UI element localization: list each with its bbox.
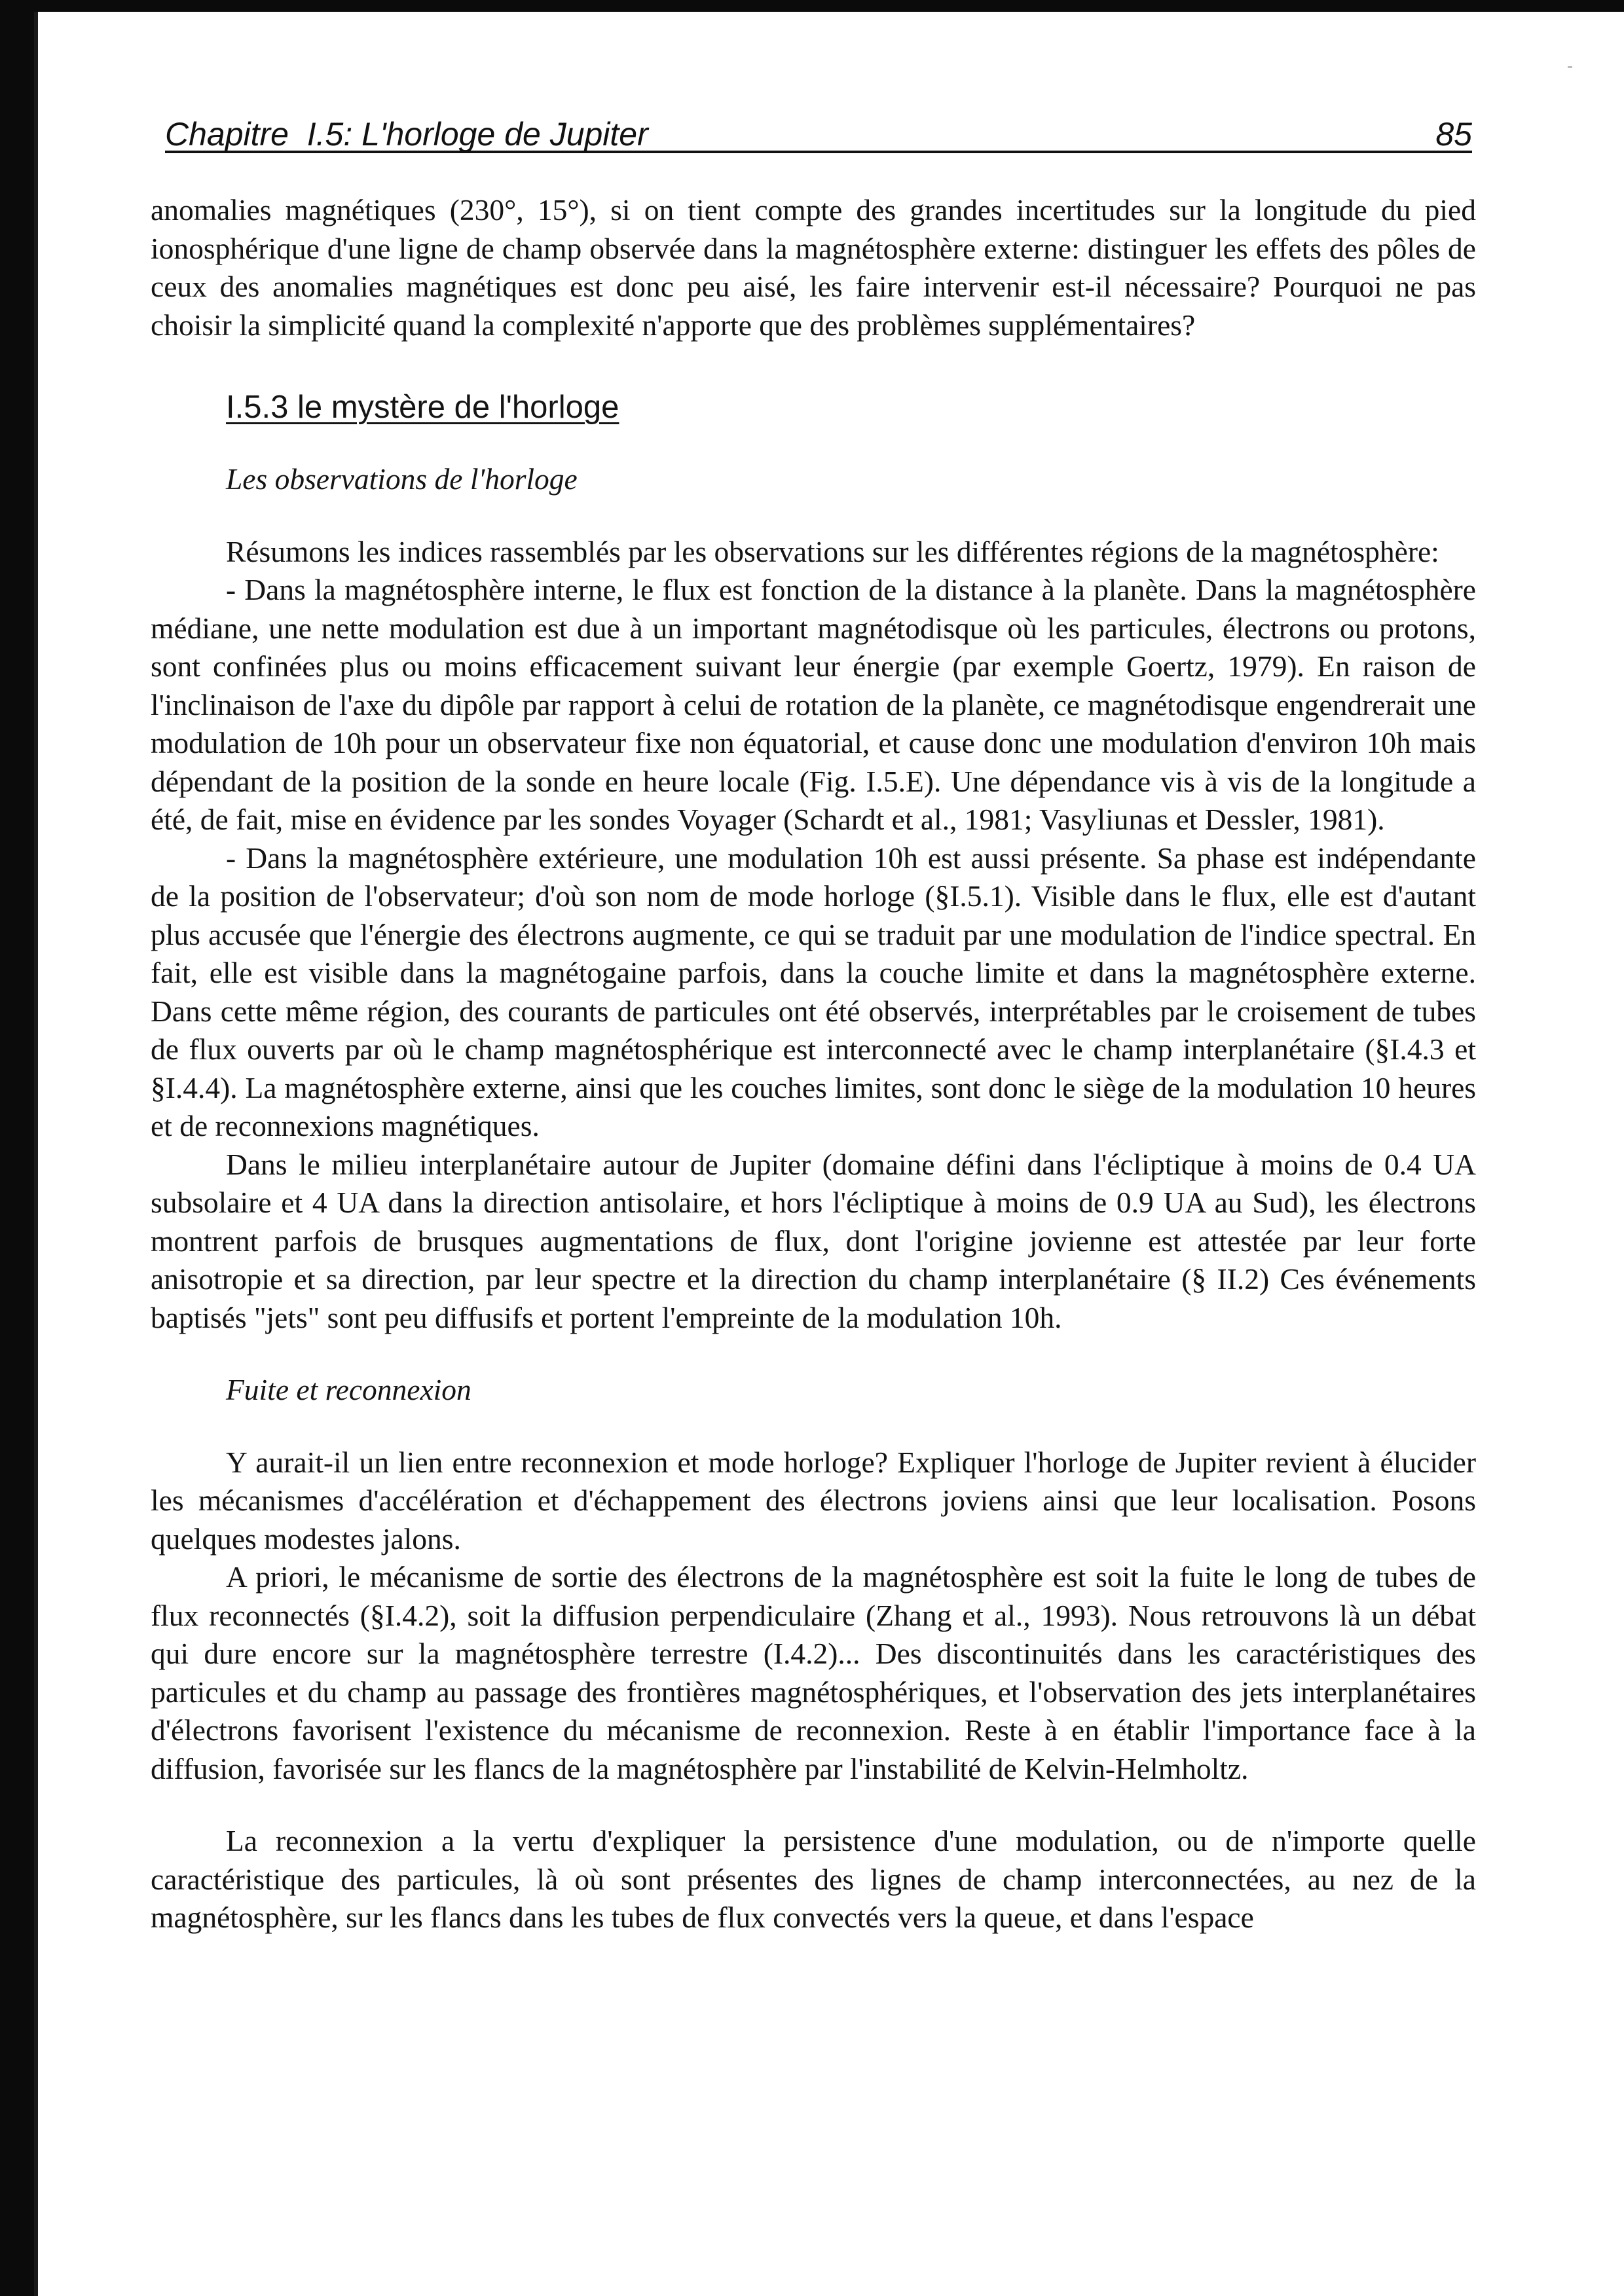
paragraph-intro: anomalies magnétiques (230°, 15°), si on tient compte des grandes incertitudes sur la longitude du pied ionosphérique d'une ligne de champ observée dans la magnétosphère externe: distinguer les effets des pôles de ceux des anomalies magnétiques est donc peu aisé, les faire intervenir est-il nécessaire? Pourquoi ne pas choisir la simplicité quand la complexité n'apporte que des problèmes supplémentaires? (151, 193, 1476, 342)
paragraph-magnetosphere-exterieure: - Dans la magnétosphère extérieure, une modulation 10h est aussi présente. Sa phase est indépendante de la position de l'observateur; d'où son nom de mode horloge (§I.5.1). Visible dans le flux, elle est d'autant plus accusée que l'énergie des électrons augmente, ce qui se traduit par une modulation de l'indice spectral. En fait, elle est visible dans la magnétogaine parfois, dans la couche limite et dans la magnétosphère externe. Dans cette même région, des courants de particules ont été observés, interprétables par le croisement de tubes de flux ouverts par où le champ magnétosphérique est interconnecté avec le champ interplanétaire (§I.4.3 et §I.4.4). La magnétosphère externe, ainsi que les couches limites, sont donc le siège de la modulation 10 heures et de reconnexions magnétiques. (151, 841, 1476, 1142)
body-text (151, 191, 1476, 1937)
subheading-observations: Les observations de l'horloge (226, 462, 578, 496)
paragraph-vertu: La reconnexion a la vertu d'expliquer la persistence d'une modulation, ou de n'importe quelle caractéristique des particules, là où sont présentes des lignes de champ interconnectées, au nez de la magnétosphère, sur les flancs dans les tubes de flux convectés vers la queue, et dans l'espace (151, 1824, 1476, 1934)
paragraph-milieu-interplanetaire: Dans le milieu interplanétaire autour de Jupiter (domaine défini dans l'écliptique à moins de 0.4 UA subsolaire et 4 UA dans la direction antisolaire, et hors l'écliptique à moins de 0.9 UA au Sud), les électrons montrent parfois de brusques augmentations de flux, dont l'origine jovienne est attestée par leur forte anisotropie et sa direction, par leur spectre et la direction du champ interplanétaire (§ II.2) Ces événements baptisés "jets" sont peu diffusifs et portent l'empreinte de la modulation 10h. (151, 1147, 1476, 1334)
subheading-fuite: Fuite et reconnexion (226, 1373, 471, 1406)
page-number: 85 (1435, 116, 1472, 153)
section-heading: I.5.3 le mystère de l'horloge (226, 390, 619, 425)
running-header (165, 113, 1472, 153)
paragraph-magnetosphere-interne: - Dans la magnétosphère interne, le flux est fonction de la distance à la planète. Dans la magnétosphère médiane, une nette modulation est due à un important magnétodisque où les particules, électrons ou protons, sont confinées plus ou moins efficacement suivant leur énergie (par exemple Goertz, 1979). En raison de l'inclinaison de l'axe du dipôle par rapport à celui de rotation de la planète, ce magnétodisque engendrerait une modulation de 10h pour un observateur fixe non équatorial, et cause donc une modulation d'environ 10h mais dépendant de la position de la sonde en heure locale (Fig. I.5.E). Une dépendance vis à vis de la longitude a été, de fait, mise en évidence par les sondes Voyager (Schardt et al., 1981; Vasyliunas et Dessler, 1981). (151, 573, 1476, 836)
paragraph-lien: Y aurait-il un lien entre reconnexion et mode horloge? Expliquer l'horloge de Jupiter revient à élucider les mécanismes d'accélération et d'échappement des électrons joviens ainsi que leur localisation. Posons quelques modestes jalons. (151, 1445, 1476, 1556)
chapter-title: Chapitre I.5: L'horloge de Jupiter (165, 116, 648, 153)
paragraph-a-priori: A priori, le mécanisme de sortie des électrons de la magnétosphère est soit la fuite le long de tubes de flux reconnectés (§I.4.2), soit la diffusion perpendiculaire (Zhang et al., 1993). Nous retrouvons là un débat qui dure encore sur la magnétosphère terrestre (I.4.2)... Des discontinuités dans les caractéristiques des particules et du champ au passage des frontières magnétosphériques, et l'observation des jets interplanétaires d'électrons favorisent l'existence du mécanisme de reconnexion. Reste à en établir l'importance face à la diffusion, favorisée sur les flancs de la magnétosphère par l'instabilité de Kelvin-Helmholtz. (151, 1560, 1476, 1785)
scan-speck (1568, 66, 1572, 68)
paragraph-resumons: Résumons les indices rassemblés par les observations sur les différentes régions de la magnétosphère: (226, 534, 1439, 568)
